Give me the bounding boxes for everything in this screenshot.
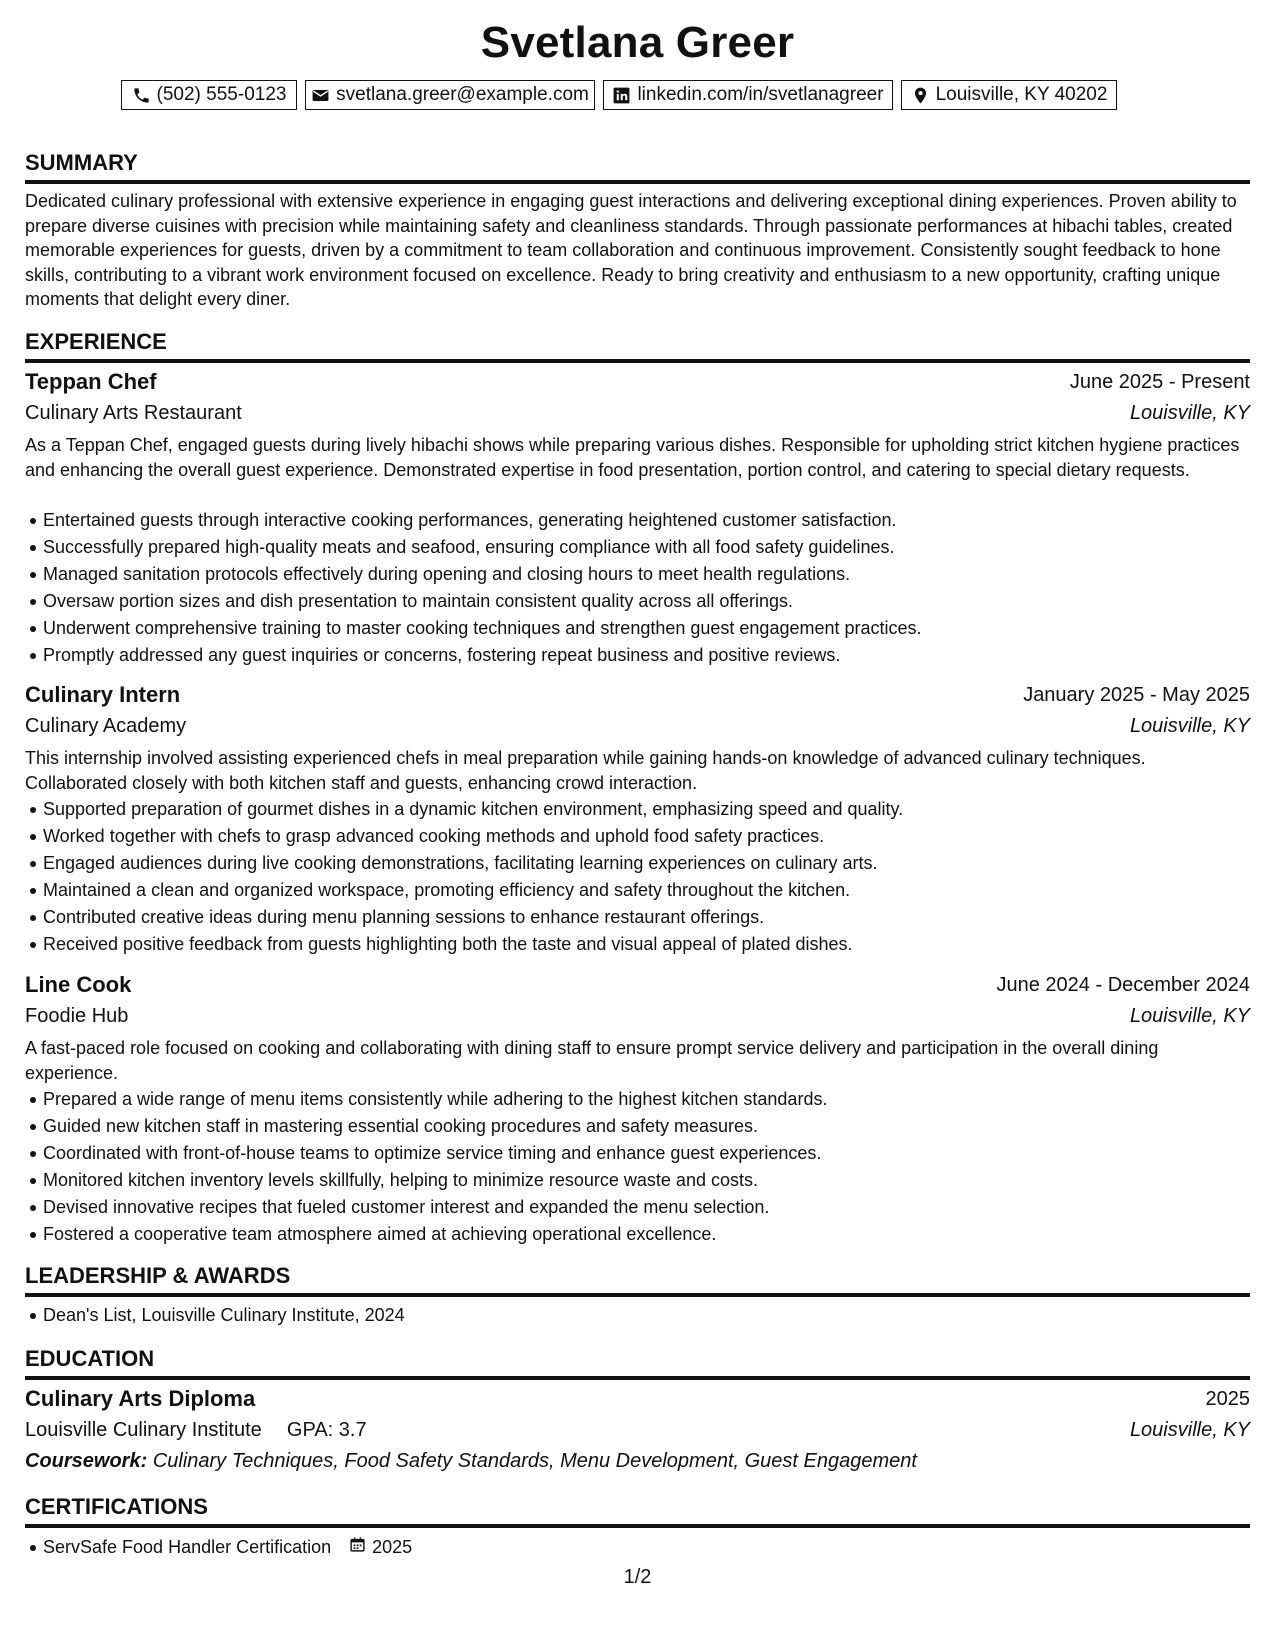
coursework-text: Culinary Techniques, Food Safety Standards, Menu Development, Guest Engagement — [152, 1450, 917, 1472]
list-item: Coordinated with front-of-house teams to optimize service timing and enhance guest experiences. — [43, 1140, 1268, 1167]
certifications-heading: CERTIFICATIONS — [25, 1494, 1250, 1528]
location-text: Louisville, KY 40202 — [935, 84, 1108, 105]
job-bullets — [25, 507, 1268, 669]
list-item: Devised innovative recipes that fueled customer interest and expanded the menu selection. — [43, 1194, 1268, 1221]
email-text: svetlana.greer@example.com — [336, 84, 589, 105]
list-item: Supported preparation of gourmet dishes in a dynamic kitchen environment, emphasizing speed and quality. — [43, 796, 1268, 823]
candidate-name: Svetlana Greer — [480, 18, 795, 67]
list-item: Oversaw portion sizes and dish presentation to maintain consistent quality across all offerings. — [43, 588, 1268, 615]
list-item: Received positive feedback from guests highlighting both the taste and visual appeal of plated dishes. — [43, 931, 1268, 958]
job-dates: June 2024 - December 2024 — [996, 974, 1250, 996]
job-description: This internship involved assisting experienced chefs in meal preparation while gaining hands-on knowledge of advanced culinary techniques. Collaborated closely with both kitchen staff and guests, enhancing crowd interaction. — [25, 748, 1146, 793]
summary-heading: SUMMARY — [25, 150, 1250, 184]
cert-year: 2025 — [372, 1537, 413, 1557]
linkedin-text: linkedin.com/in/svetlanagreer — [637, 84, 884, 105]
coursework-label: Coursework: — [25, 1450, 148, 1472]
job-description: As a Teppan Chef, engaged guests during lively hibachi shows while preparing various dishes. Responsible for upholding strict kitchen hygiene practices and enhancing the overall guest experience. Demonstrated expertise in food presentation, portion control, and catering to special dietary requests. — [25, 435, 1240, 480]
job-bullets — [25, 796, 1268, 958]
job-location: Louisville, KY — [1129, 1005, 1250, 1027]
degree-title: Culinary Arts Diploma — [25, 1386, 256, 1411]
linkedin-chip[interactable] — [603, 80, 893, 110]
list-item: Successfully prepared high-quality meats and seafood, ensuring compliance with all food safety guidelines. — [43, 534, 1268, 561]
job-description: A fast-paced role focused on cooking and collaborating with dining staff to ensure prompt service delivery and participation in the overall dining experience. — [25, 1038, 1159, 1083]
certifications-list — [25, 1534, 1268, 1561]
job-title: Teppan Chef — [25, 369, 157, 394]
school-line — [25, 1417, 367, 1443]
calendar-icon — [349, 1534, 366, 1561]
list-item — [43, 1534, 1268, 1561]
education-heading: EDUCATION — [25, 1346, 1250, 1380]
coursework-line — [25, 1448, 917, 1474]
job-organization: Foodie Hub — [25, 1005, 129, 1027]
job-bullets — [25, 1086, 1268, 1248]
job-title: Culinary Intern — [25, 682, 181, 707]
list-item: Underwent comprehensive training to master cooking techniques and strengthen guest engagement practices. — [43, 615, 1268, 642]
job-dates: June 2025 - Present — [1069, 371, 1250, 393]
job-title: Line Cook — [25, 972, 132, 997]
contact-row — [25, 80, 1250, 112]
list-item: Fostered a cooperative team atmosphere aimed at achieving operational excellence. — [43, 1221, 1268, 1248]
cert-name: ServSafe Food Handler Certification — [43, 1537, 332, 1557]
degree-year: 2025 — [1205, 1388, 1250, 1410]
list-item: Entertained guests through interactive cooking performances, generating heightened customer satisfaction. — [43, 507, 1268, 534]
phone-icon — [132, 86, 151, 105]
list-item: Dean's List, Louisville Culinary Institute, 2024 — [43, 1302, 1268, 1329]
summary-text: Dedicated culinary professional with extensive experience in engaging guest interactions and delivering exceptional dining experiences. Proven ability to prepare diverse cuisines with precision while maintaining safety and cleanliness standards. Through passionate performances at hibachi tables, created memorable experiences for guests, driven by a commitment to team collaboration and continuous improvement. Consistently sought feedback to hone skills, contributing to a vibrant work environment focused on excellence. Ready to bring creativity and enthusiasm to a new opportunity, crafting unique moments that delight every diner. — [25, 191, 1237, 309]
envelope-icon — [311, 86, 330, 105]
map-marker-icon — [911, 86, 930, 105]
list-item: Managed sanitation protocols effectively during opening and closing hours to meet health regulations. — [43, 561, 1268, 588]
job-location: Louisville, KY — [1129, 402, 1250, 424]
page-number: 1/2 — [623, 1566, 652, 1588]
list-item: Worked together with chefs to grasp advanced cooking methods and uphold food safety practices. — [43, 823, 1268, 850]
email-chip[interactable] — [305, 80, 595, 110]
job-location: Louisville, KY — [1129, 715, 1250, 737]
leadership-list — [25, 1302, 1268, 1329]
school-name: Louisville Culinary Institute — [25, 1419, 262, 1441]
list-item: Promptly addressed any guest inquiries or concerns, fostering repeat business and positive reviews. — [43, 642, 1268, 669]
linkedin-icon — [612, 86, 631, 105]
job-organization: Culinary Arts Restaurant — [25, 402, 242, 424]
phone-text: (502) 555-0123 — [156, 84, 287, 105]
list-item: Guided new kitchen staff in mastering essential cooking procedures and safety measures. — [43, 1113, 1268, 1140]
list-item: Contributed creative ideas during menu planning sessions to enhance restaurant offerings. — [43, 904, 1268, 931]
list-item: Maintained a clean and organized workspace, promoting efficiency and safety throughout the kitchen. — [43, 877, 1268, 904]
job-dates: January 2025 - May 2025 — [1023, 684, 1250, 706]
phone-chip[interactable] — [121, 80, 297, 110]
experience-heading: EXPERIENCE — [25, 329, 1250, 363]
list-item: Monitored kitchen inventory levels skillfully, helping to minimize resource waste and costs. — [43, 1167, 1268, 1194]
leadership-heading: LEADERSHIP & AWARDS — [25, 1263, 1250, 1297]
list-item: Engaged audiences during live cooking demonstrations, facilitating learning experiences on culinary arts. — [43, 850, 1268, 877]
list-item: Prepared a wide range of menu items consistently while adhering to the highest kitchen standards. — [43, 1086, 1268, 1113]
job-organization: Culinary Academy — [25, 715, 187, 737]
gpa: GPA: 3.7 — [286, 1419, 367, 1441]
location-chip — [901, 80, 1117, 110]
resume-page — [25, 0, 1250, 1650]
school-location: Louisville, KY — [1129, 1419, 1250, 1441]
